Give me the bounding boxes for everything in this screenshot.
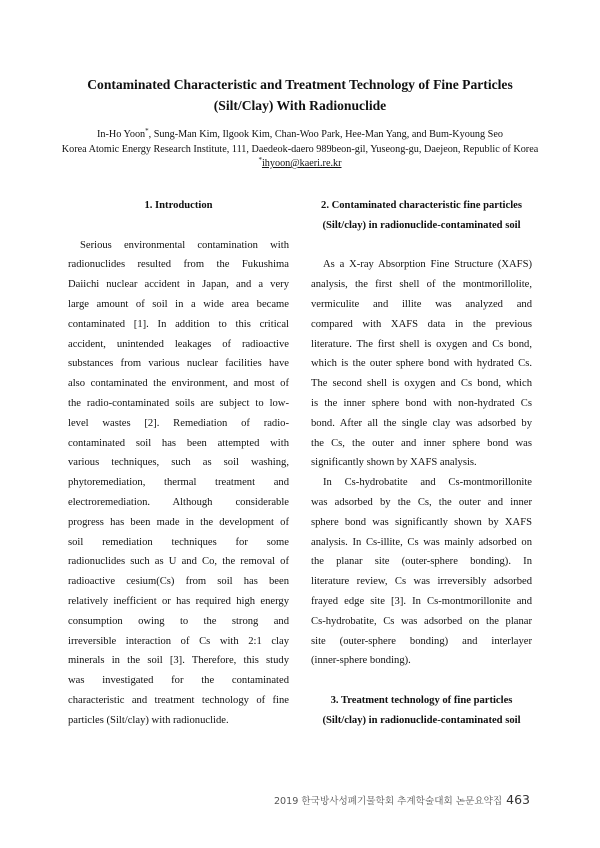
text-line: consumption owing to the strong and [68,615,289,627]
introduction-paragraph [68,236,289,731]
author-first: In-Ho Yoon [97,129,146,140]
text-line: The second shell is oxygen and Cs bond, which [311,378,532,390]
text-line: site (outer-sphere bonding) and interlayer [311,635,532,647]
section-heading-introduction: 1. Introduction [144,200,213,211]
email-link[interactable]: ihyoon@kaeri.re.kr [261,158,342,169]
text-line: large amount of soil in a wide area became [68,298,289,310]
text-line: soil remediation techniques for some [68,536,289,548]
proceedings-title: 2019 한국방사성폐기물학회 추계학술대회 논문요약집 [273,796,503,807]
text-line: characteristic and treatment technology of fine [68,694,289,706]
text-line: particles (Silt/clay) with radionuclide. [68,714,229,726]
text-line: frayed edge site [3]. In Cs-montmorillonite and [311,595,532,607]
text-line: the planar site (outer-sphere bonding). In [311,556,532,568]
author-block [20,128,580,172]
section-heading-3-line-2: (Silt/clay) in radionuclide-contaminated soil [322,714,521,726]
text-line: radionuclides resulted from the Fukushima [68,259,289,271]
text-line: was adsorbed by the Cs, the outer and inner [311,496,532,508]
email-line [20,157,580,172]
text-line: analysis, the first shell of the montmorillolite, [311,279,532,291]
text-line: minerals in the soil [3]. Therefore, this study [68,655,289,667]
text-line: analysis. In Cs-illite, Cs was mainly adsorbed on [311,536,532,548]
text-line: literature review, Cs was irreversibly adsorbed [311,576,532,588]
text-line: contaminated soil has been attempted with [68,437,289,449]
text-line: literature. The first shell is oxygen and Cs bond, [311,338,532,350]
text-line: various techniques, such as soil washing, [68,457,289,469]
text-line: Serious environmental contamination with [80,239,289,251]
text-line: sphere bond was significantly shown by XAFS [311,516,532,528]
text-line: radionuclides such as U and Co, the removal of [68,556,289,568]
section-heading-2-line-2: (Silt/clay) in radionuclide-contaminated soil [322,219,521,231]
paper-title [40,74,560,116]
text-line: (inner-sphere bonding). [311,655,411,667]
right-column [311,196,532,731]
text-line: also contaminated the environment, and most of [68,378,289,390]
page-number: 463 [506,792,530,807]
text-line: As a X-ray Absorption Fine Structure (XAFS) [323,259,532,271]
title-line-1: Contaminated Characteristic and Treatment Technology of Fine Particles [87,77,513,92]
section-heading-2-line-1: 2. Contaminated characteristic fine particles [321,200,522,211]
title-line-2: (Silt/Clay) With Radionuclide [213,98,387,113]
text-line: significantly shown by XAFS analysis. [311,457,477,469]
section-2-paragraph-1 [311,255,532,473]
text-line: irreversible interaction of Cs with 2:1 clay [68,635,289,647]
section-heading-3-line-1: 3. Treatment technology of fine particles [330,694,513,706]
text-line: is the inner sphere bond with non-hydrated Cs [311,397,532,409]
affiliation: Korea Atomic Energy Research Institute, 111, Daedeok-daero 989beon-gil, Yuseong-gu, Daejeon, Republic of Korea [61,143,539,155]
page-footer [274,792,530,807]
email-mark: * [258,156,262,164]
text-line: electroremediation. Although considerable [68,496,289,508]
text-line: the radio-contaminated soils are subject to low- [68,397,289,409]
text-line: Cs-hydrobatite, Cs was adsorbed on the planar [311,615,532,627]
text-line: progress has been made in the development of [68,516,289,528]
text-line: level wastes [2]. Remediation of radio- [68,417,289,429]
text-line: Daiichi nuclear accident in Japan, and a very [68,279,289,291]
left-column [68,196,289,731]
text-line: accident, unintended leakages of radioactive [68,338,289,350]
text-line: radioactive cesium(Cs) from soil has been [68,576,289,588]
text-line: relatively inefficient or has required high energy [68,595,289,607]
text-line: bond. After all the single clay was adsorbed by [311,417,532,429]
text-line: was investigated for the contaminated [68,675,289,687]
section-2-paragraph-2 [311,473,532,671]
text-line: vermiculite and illite was analyzed and [311,298,532,310]
text-line: phytoremediation, thermal treatment and [68,477,289,489]
text-line: compared with XAFS data in the previous [311,318,532,330]
text-line: which is the outer sphere bond with hydrated Cs. [311,358,532,370]
text-line: the Cs, the outer and inner sphere bond was [311,437,532,449]
author-list [20,128,580,143]
text-line: substances from various nuclear facilities have [68,358,289,370]
text-line: contaminated [1]. In addition to this critical [68,318,289,330]
text-line: In Cs-hydrobatite and Cs-montmorillonite [323,477,532,489]
corresponding-mark: * [145,127,149,135]
authors-rest: , Sung-Man Kim, Ilgook Kim, Chan-Woo Park, Hee-Man Yang, and Bum-Kyoung Seo [148,129,503,140]
